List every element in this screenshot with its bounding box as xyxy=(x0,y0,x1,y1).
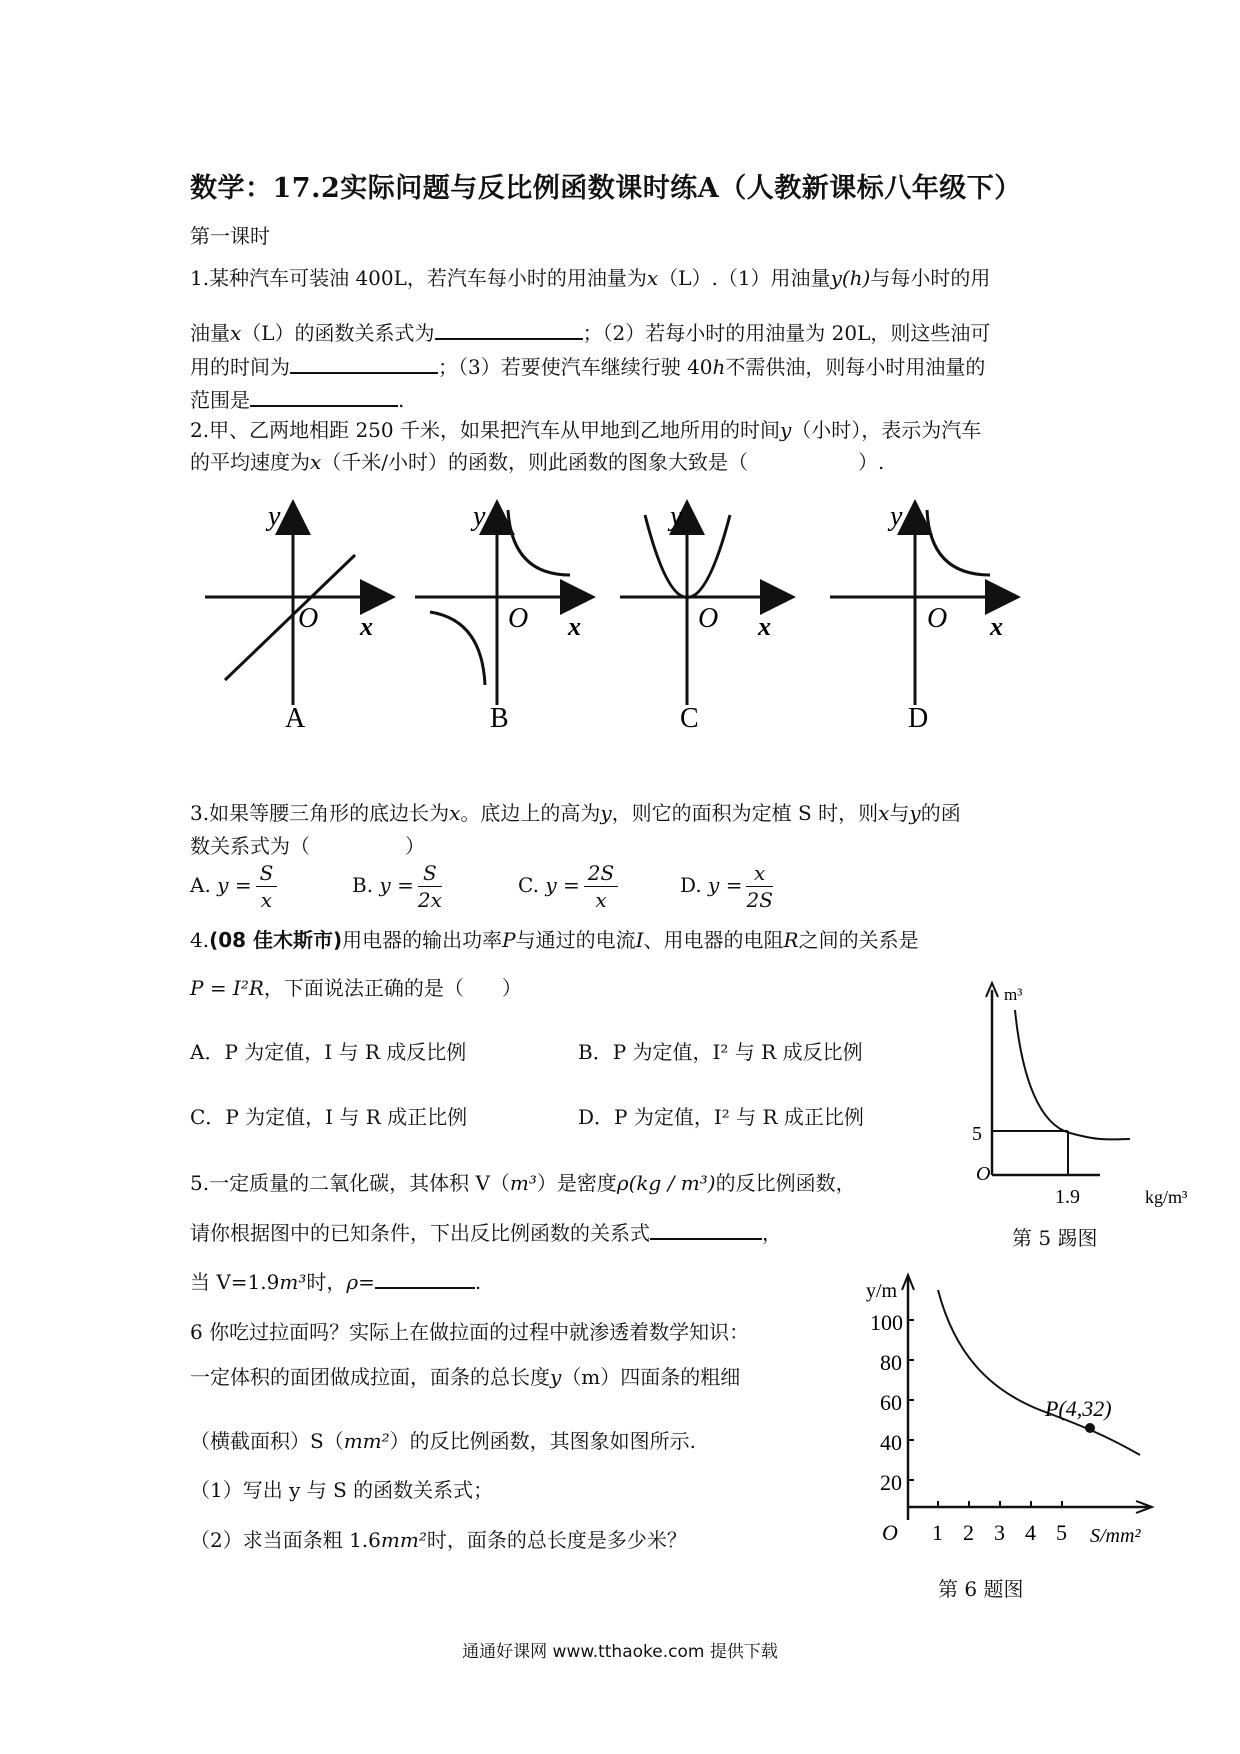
q5-blank-2[interactable] xyxy=(375,1265,475,1289)
q6-ytick-100: 100 xyxy=(870,1310,903,1335)
graph-d-x: x xyxy=(990,612,1003,641)
q4-option-c[interactable]: C．P 为定值，I 与 R 成正比例 xyxy=(190,1105,468,1129)
q4-option-b[interactable]: B．P 为定值，I² 与 R 成反比例 xyxy=(578,1040,863,1064)
graph-d-label: D xyxy=(908,703,929,734)
q6-ytick-40: 40 xyxy=(880,1430,902,1455)
point-p-marker xyxy=(1085,1423,1095,1433)
q4-option-a[interactable]: A．P 为定值，I 与 R 成反比例 xyxy=(190,1040,467,1064)
q1-blank-3[interactable] xyxy=(250,383,398,407)
q6-chart xyxy=(840,1270,1200,1560)
q6-ytick-80: 80 xyxy=(880,1350,902,1375)
q1-line2: 油量x（L）的函数关系式为 ；（2）若每小时的用油量为 20L，则这些油可 xyxy=(190,316,990,349)
q1-line4: 范围是 . xyxy=(190,383,404,416)
q6-ylabel: y/m xyxy=(866,1280,898,1302)
graph-b-y: y xyxy=(473,501,486,532)
q3-option-a[interactable]: A. y = $\frac{S}{x}$ xyxy=(190,860,281,913)
q6-xlabel: S/mm² xyxy=(1090,1525,1141,1547)
q5-xlabel: kg/m³ xyxy=(1145,1187,1188,1207)
page-title: 数学：17.2实际问题与反比例函数课时练A（人教新课标八年级下） xyxy=(190,173,1022,204)
footer: 通通好课网 www.tthaoke.com 提供下载 xyxy=(462,1642,778,1662)
q5-line2: 请你根据图中的已知条件，下出反比例函数的关系式 ， xyxy=(190,1216,782,1249)
q2-line2: 的平均速度为x（千米/小时）的函数，则此函数的图象大致是（ ）. xyxy=(190,450,885,474)
q6-xtick-1: 1 xyxy=(932,1520,943,1545)
q6-caption: 第 6 题图 xyxy=(938,1577,1024,1601)
q5-blank-1[interactable] xyxy=(650,1216,762,1240)
graph-c-y: y xyxy=(670,501,683,532)
q3-option-b[interactable]: B. y = $\frac{S}{2x}$ xyxy=(352,861,442,912)
graph-d[interactable] xyxy=(830,501,1015,734)
q2-graphs xyxy=(190,495,1040,755)
graph-a[interactable] xyxy=(205,501,390,734)
graph-d-y: y xyxy=(890,501,903,532)
q5-ylabel: m³ xyxy=(1004,985,1023,1004)
q3-line2: 数关系式为（ ） xyxy=(190,834,425,858)
graph-c[interactable] xyxy=(620,501,790,734)
q6-line3: （横截面积）S（mm²）的反比例函数，其图象如图所示. xyxy=(190,1429,697,1453)
graph-a-o: O xyxy=(298,603,319,634)
q5-chart xyxy=(960,975,1210,1215)
q6-axis-marks xyxy=(908,1320,1062,1507)
q6-line4: （1）写出 y 与 S 的函数关系式； xyxy=(190,1478,494,1502)
q6-ytick-20: 20 xyxy=(880,1470,902,1495)
q4-option-d[interactable]: D．P 为定值，I² 与 R 成正比例 xyxy=(578,1105,864,1129)
q5-caption: 第 5 踢图 xyxy=(1012,1226,1098,1250)
graph-c-o: O xyxy=(698,603,719,634)
graph-b-o: O xyxy=(508,603,529,634)
graph-b-x: x xyxy=(568,612,581,641)
q1-line3: 用的时间为 ；（3）若要使汽车继续行驶 40h不需供油，则每小时用油量的 xyxy=(190,350,985,383)
graph-c-x: x xyxy=(758,612,771,641)
q6-line5: （2）求当面条粗 1.6mm²时，面条的总长度是多少米？ xyxy=(190,1528,687,1552)
q6-xtick-5: 5 xyxy=(1056,1520,1067,1545)
q1-blank-1[interactable] xyxy=(435,316,583,340)
q1-blank-2[interactable] xyxy=(290,350,438,374)
q4-line2: P = I²R，下面说法正确的是（ ） xyxy=(190,976,522,1000)
graph-a-label: A xyxy=(285,703,306,734)
q6-xtick-2: 2 xyxy=(963,1520,974,1545)
q6-line1: 6 你吃过拉面吗？实际上在做拉面的过程中就渗透着数学知识： xyxy=(190,1320,750,1344)
q1-line1: 1.某种汽车可装油 400L，若汽车每小时的用油量为x（L）.（1）用油量y(h)与每小时的用 xyxy=(190,266,991,290)
lesson-label: 第一课时 xyxy=(190,224,270,248)
q6-point-label: P(4,32) xyxy=(1045,1396,1112,1421)
graph-b-label: B xyxy=(490,703,509,734)
q3-option-d[interactable]: D. y = $\frac{x}{2S}$ xyxy=(680,861,773,912)
q5-x-tick: 1.9 xyxy=(1055,1186,1080,1208)
q6-line2: 一定体积的面团做成拉面，面条的总长度y（m）四面条的粗细 xyxy=(190,1365,741,1389)
graph-b[interactable] xyxy=(415,501,590,734)
q3-option-c[interactable]: C. y = $\frac{2S}{x}$ xyxy=(518,860,622,913)
graph-d-o: O xyxy=(927,603,948,634)
graph-a-y: y xyxy=(268,501,281,532)
q5-line1: 5.一定质量的二氧化碳，其体积 V（m³）是密度ρ(kg / m³)的反比例函数， xyxy=(190,1171,856,1195)
q5-line3: 当 V=1.9m³时，ρ= . xyxy=(190,1265,481,1298)
q4-line1: 4.(08 佳木斯市)用电器的输出功率P与通过的电流I、用电器的电阻R之间的关系是 xyxy=(190,928,919,952)
q5-origin: O xyxy=(976,1163,991,1185)
q6-xtick-3: 3 xyxy=(994,1520,1005,1545)
q6-origin: O xyxy=(882,1520,898,1545)
q3-line1: 3.如果等腰三角形的底边长为x。底边上的高为y，则它的面积为定植 S 时，则x与y的函 xyxy=(190,801,961,825)
q2-line1: 2.甲、乙两地相距 250 千米，如果把汽车从甲地到乙地所用的时间y（小时），表示为汽车 xyxy=(190,418,982,442)
graph-a-x: x xyxy=(360,612,373,641)
graph-c-label: C xyxy=(680,703,699,734)
q6-ytick-60: 60 xyxy=(880,1390,902,1415)
q6-xtick-4: 4 xyxy=(1025,1520,1036,1545)
q5-y-tick: 5 xyxy=(972,1123,982,1145)
